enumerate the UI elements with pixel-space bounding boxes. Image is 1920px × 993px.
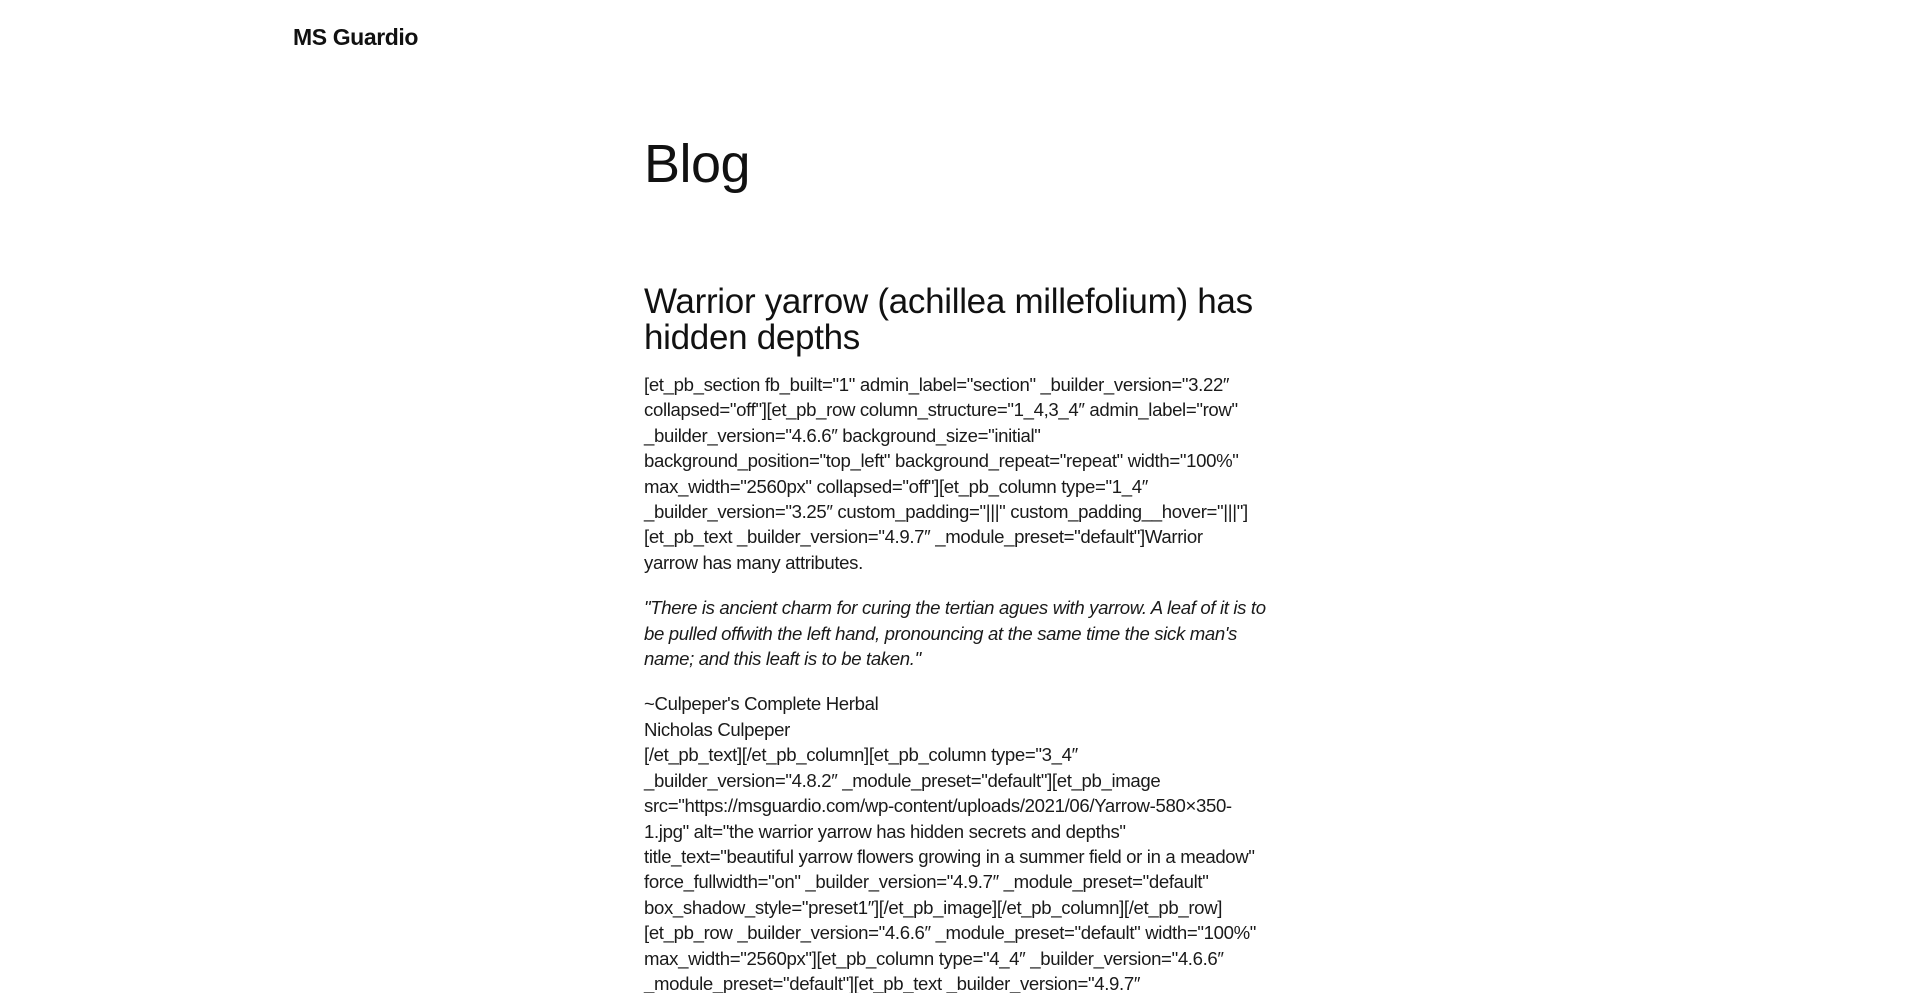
post-text-line: Nicholas Culpeper bbox=[644, 718, 790, 740]
post-quote-line: name; and this leaft is to be taken." bbox=[644, 648, 921, 670]
post-quote-line: "There is ancient charm for curing the tertian agues with yarrow. A leaf of it is to bbox=[644, 597, 1266, 619]
post-text-line: background_position="top_left" background_repeat="repeat" width="100%" bbox=[644, 450, 1239, 472]
post-text-line: max_width="2560px" collapsed="off"][et_pb_column type="1_4″ bbox=[644, 475, 1148, 497]
post-text-line: src="https://msguardio.com/wp-content/uploads/2021/06/Yarrow-580×350- bbox=[644, 795, 1232, 817]
post-quote bbox=[644, 595, 1294, 671]
site-header bbox=[293, 17, 418, 57]
site-title-link[interactable]: MS Guardio bbox=[293, 23, 419, 50]
post-text-line: _builder_version="4.8.2″ _module_preset="default"][et_pb_image bbox=[644, 769, 1161, 791]
post-text-line: [et_pb_section fb_built="1" admin_label="section" _builder_version="3.22″ bbox=[644, 374, 1230, 395]
post-title bbox=[644, 284, 1294, 356]
post-body bbox=[644, 372, 1294, 993]
post-text-line: box_shadow_style="preset1″][/et_pb_image][/et_pb_column][/et_pb_row] bbox=[644, 896, 1223, 918]
blog-post bbox=[644, 284, 1294, 993]
post-text-line: title_text="beautiful yarrow flowers growing in a summer field or in a meadow" bbox=[644, 845, 1255, 867]
post-text-line: ~Culpeper's Complete Herbal bbox=[644, 693, 879, 715]
post-text-line: _builder_version="4.6.6″ background_size="initial" bbox=[644, 424, 1041, 446]
post-quote-line: be pulled offwith the left hand, pronouncing at the same time the sick man's bbox=[644, 622, 1237, 644]
post-text-line: [et_pb_row _builder_version="4.6.6″ _module_preset="default" width="100%" bbox=[644, 922, 1257, 944]
post-text-line: max_width="2560px"][et_pb_column type="4_4″ _builder_version="4.6.6″ bbox=[644, 947, 1224, 969]
post-title-link[interactable]: Warrior yarrow (achillea millefolium) has hidden depths bbox=[644, 282, 1253, 357]
post-text-line: 1.jpg" alt="the warrior yarrow has hidden secrets and depths" bbox=[644, 820, 1126, 842]
post-paragraph-attribution bbox=[644, 691, 1294, 993]
post-text-line: force_fullwidth="on" _builder_version="4.9.7″ _module_preset="default" bbox=[644, 871, 1209, 893]
post-text-line: [/et_pb_text][/et_pb_column][et_pb_column type="3_4″ bbox=[644, 744, 1078, 766]
page-title: Blog bbox=[644, 134, 751, 194]
post-text-line: [et_pb_text _builder_version="4.9.7″ _module_preset="default"]Warrior bbox=[644, 526, 1203, 548]
post-text-line: yarrow has many attributes. bbox=[644, 551, 863, 573]
post-paragraph-shortcode-intro bbox=[644, 372, 1294, 575]
post-text-line: collapsed="off"][et_pb_row column_structure="1_4,3_4″ admin_label="row" bbox=[644, 399, 1238, 421]
post-text-line: _module_preset="default"][et_pb_text _builder_version="4.9.7″ bbox=[644, 972, 1141, 993]
post-text-line: _builder_version="3.25″ custom_padding="|||" custom_padding__hover="|||"] bbox=[644, 501, 1248, 523]
